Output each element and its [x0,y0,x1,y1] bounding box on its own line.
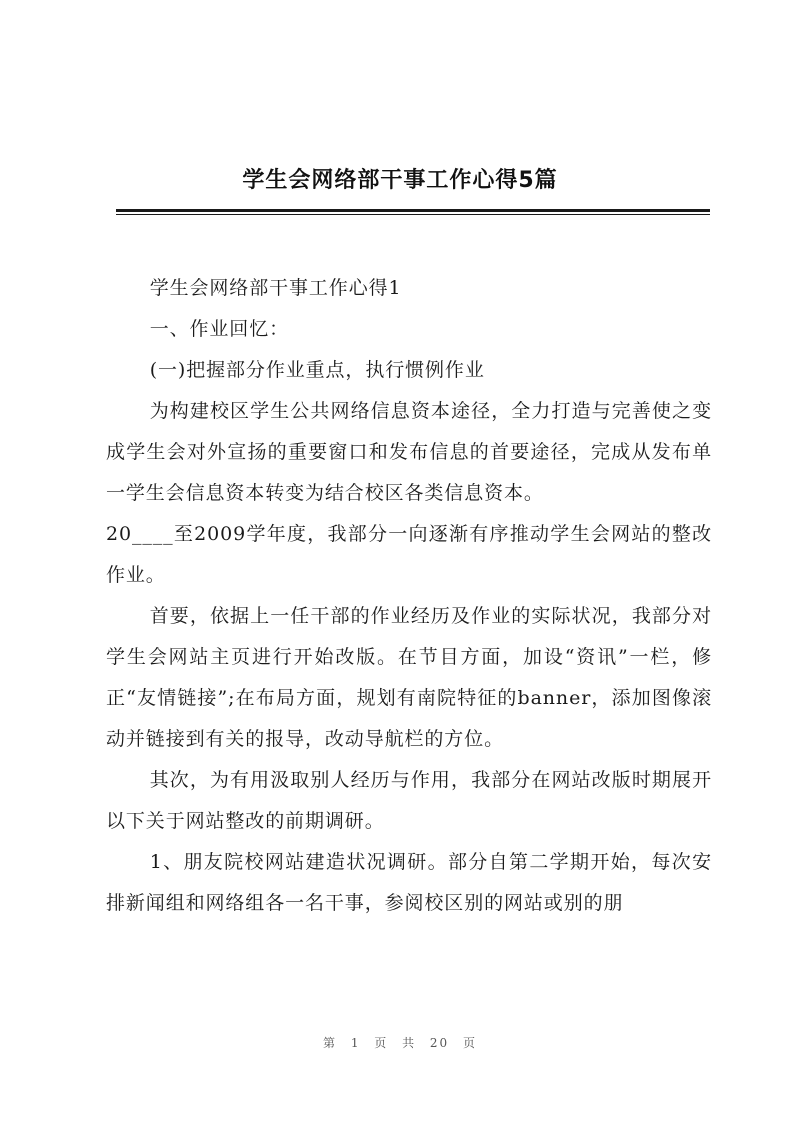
body-paragraph: 其次，为有用汲取别人经历与作用，我部分在网站改版时期展开以下关于网站整改的前期调研。 [106,769,712,832]
body-paragraph: 为构建校区学生公共网络信息资本途径，全力打造与完善使之变成学生会对外宣扬的重要窗口和发布信息的首要途径，完成从发布单一学生会信息资本转变为结合校区各类信息资本。 [106,400,712,504]
body-paragraph: 20____至2009学年度，我部分一向逐渐有序推动学生会网站的整改作业。 [106,523,712,586]
section-heading: 学生会网络部干事工作心得1 [149,277,402,299]
page-title: 学生会网络部干事工作心得5篇 [242,168,558,193]
page-footer: 第 1 页 共 20 页 [323,1036,477,1050]
subsection-heading: (一)把握部分作业重点，执行惯例作业 [149,359,485,381]
body-paragraph: 首要，依据上一任干部的作业经历及作业的实际状况，我部分对学生会网站主页进行开始改版。在节目方面，加设“资讯”一栏，修正“友情链接”;在布局方面，规划有南院特征的banner，添加图像滚动并链接到有关的报导，改动导航栏的方位。 [106,605,712,750]
document-body [106,268,712,924]
subsection-heading: 一、作业回忆： [149,318,289,340]
title-divider [116,209,710,212]
body-paragraph: 1、朋友院校网站建造状况调研。部分自第二学期开始，每次安排新闻组和网络组各一名干事，参阅校区别的网站或别的朋 [106,851,712,914]
